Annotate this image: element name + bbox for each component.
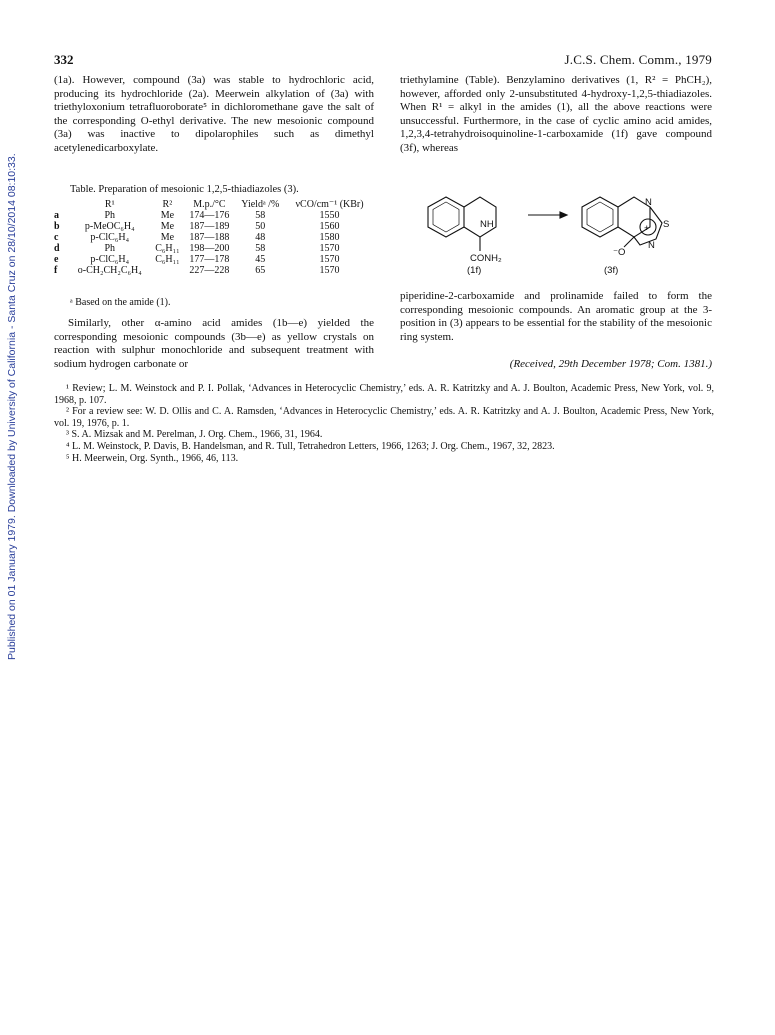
benzene-ring-right: [582, 197, 618, 237]
table-cell-mp: 198—200: [189, 243, 230, 254]
plus-label: +: [644, 223, 650, 234]
table-cell-vco: 1550: [319, 210, 340, 221]
table-header-cell: R¹: [104, 199, 115, 210]
table-cell-id: c: [54, 232, 59, 243]
n-top-label: N: [645, 197, 652, 208]
table-cell-vco: 1570: [319, 243, 340, 254]
table-header-cell: νCO/cm⁻¹ (KBr): [295, 199, 364, 210]
page-number: 332: [54, 52, 74, 67]
table-cell-r1: Ph: [104, 243, 116, 254]
table-footnote: ᵃ Based on the amide (1).: [70, 297, 171, 308]
table-cell-id: e: [54, 254, 59, 265]
journal-header: J.C.S. Chem. Comm., 1979: [564, 52, 712, 67]
table-cell-mp: 174—176: [189, 210, 230, 221]
table-cell-mp: 177—178: [189, 254, 230, 265]
table-row: [54, 254, 374, 265]
arrow-head: [560, 212, 567, 218]
received-date: (Received, 29th December 1978; Com. 1381.): [509, 358, 712, 370]
table-cell-mp: 187—188: [189, 232, 230, 243]
reaction-scheme: [410, 185, 710, 277]
left-paragraph-2: Similarly, other α-amino acid amides (1b—e) yielded the corresponding mesoionic compounds (3b—e) as yellow crystals on reaction with sulphur monochloride and subsequent treatment with sodium hydrogen carbonate or: [54, 317, 374, 370]
table-cell-yield: 65: [255, 265, 266, 276]
table-header-cell: Yieldᵃ /%: [241, 199, 280, 210]
benzene-ring-left: [428, 197, 464, 237]
s-label: S: [663, 219, 670, 230]
label-1f: (1f): [467, 265, 482, 276]
right-column-top: [400, 74, 712, 156]
table-cell-r1: Ph: [104, 210, 116, 221]
table-cell-r2: Me: [160, 210, 175, 221]
table-cell-r1: p-ClC₆H₄: [90, 232, 130, 243]
references: [54, 383, 714, 464]
table-cell-mp: 187—189: [189, 221, 230, 232]
table-cell-vco: 1570: [319, 265, 340, 276]
table-header-cell: [54, 199, 68, 210]
table-cell-mp: 227—228: [189, 265, 230, 276]
table-cell-vco: 1570: [319, 254, 340, 265]
table-caption: Table. Preparation of mesoionic 1,2,5-thiadiazoles (3).: [70, 184, 299, 195]
reference-item: ¹ Review; L. M. Weinstock and P. I. Pollak, ‘Advances in Heterocyclic Chemistry,’ eds. A. R. Katritzky and A. J. Boulton, Academic Press, New York, vol. 9, 1968, p. 107.: [54, 383, 714, 406]
table-cell-id: a: [54, 210, 59, 221]
table-cell-r2: C₆H₁₁: [155, 254, 180, 265]
table-cell-r2: C₆H₁₁: [155, 243, 180, 254]
table-cell-vco: 1560: [319, 221, 340, 232]
table-cell-yield: 58: [255, 243, 266, 254]
right-column-bottom: [400, 290, 712, 344]
oxide-bond: [624, 237, 634, 247]
n-bottom-label: N: [648, 240, 655, 251]
table-header-cell: R²: [162, 199, 173, 210]
table-cell-yield: 48: [255, 232, 266, 243]
table-cell-yield: 45: [255, 254, 266, 265]
piperidine-ring-left: [464, 197, 496, 237]
left-column-bottom: [54, 317, 374, 371]
label-3f: (3f): [604, 265, 619, 276]
table-row: [54, 221, 374, 232]
table-cell-r2: Me: [160, 232, 175, 243]
left-paragraph-1: (1a). However, compound (3a) was stable to hydrochloric acid, producing its hydrochloride (2a). Meerwein alkylation of (3a) with triethyloxonium tetrafluoroborate⁵ in dichloromethane gave the salt of the corresponding O-ethyl derivative. The new mesoionic compound (3a) was inactive to dipolarophiles such as dimethyl acetylenedicarboxylate.: [54, 74, 374, 154]
table-cell-yield: 58: [255, 210, 266, 221]
reference-item: ² For a review see: W. D. Ollis and C. A. Ramsden, ‘Advances in Heterocyclic Chemistry,’ eds. A. R. Katritzky and A. J. Boulton, Academic Press, New York, vol. 19, 1976, p. 1.: [54, 406, 714, 429]
table-header-row: [54, 199, 374, 210]
table-row: [54, 265, 374, 276]
benzene-inner-left: [433, 202, 459, 232]
reference-item: ³ S. A. Mizsak and M. Perelman, J. Org. Chem., 1966, 31, 1964.: [66, 429, 323, 441]
right-paragraph-2: piperidine-2-carboxamide and prolinamide failed to form the corresponding mesoionic compounds. An aromatic group at the 3-position in (3) appears to be essential for the stability of the mesoionic ring system.: [400, 290, 712, 343]
table-cell-r2: [151, 265, 183, 276]
table-row: [54, 210, 374, 221]
table-row: [54, 243, 374, 254]
download-watermark-text: Published on 01 January 1979. Downloaded by University of California - Santa Cruz on 28/10/2014 08:10:33.: [6, 153, 18, 660]
conh2-label: CONH₂: [470, 253, 502, 264]
data-table: [54, 199, 374, 276]
table-cell-r2: Me: [160, 221, 175, 232]
table-cell-r1: p-ClC₆H₄: [90, 254, 130, 265]
reference-item: ⁵ H. Meerwein, Org. Synth., 1966, 46, 113.: [66, 452, 239, 464]
left-column-top: [54, 74, 374, 156]
table-cell-r1: p-MeOC₆H₄: [84, 221, 135, 232]
table-cell-id: f: [54, 265, 58, 276]
table-cell-r1: o-CH₂CH₂C₆H₄: [77, 265, 142, 276]
right-paragraph-1: triethylamine (Table). Benzylamino derivatives (1, R² = PhCH₂), however, afforded only 2-unsubstituted 4-hydroxy-1,2,5-thiadiazoles. When R¹ = alkyl in the amides (1), all the above reactions were unsuccessful. Furthermore, in the case of cyclic amino acid amides, 1,2,3,4-tetrahydroisoquinoline-1-carboxamide (1f) gave compound (3f), whereas: [400, 74, 712, 154]
table-cell-yield: 50: [255, 221, 266, 232]
nh-label: NH: [480, 219, 494, 230]
reference-item: ⁴ L. M. Weinstock, P. Davis, B. Handelsman, and R. Tull, Tetrahedron Letters, 1966, 1263; J. Org. Chem., 1967, 32, 2823.: [66, 440, 555, 452]
table-header-cell: M.p./°C: [193, 199, 226, 210]
table-row: [54, 232, 374, 243]
table-cell-vco: 1580: [319, 232, 340, 243]
download-watermark: [6, 153, 20, 660]
benzene-inner-right: [587, 202, 613, 232]
oxide-label: ⁻O: [613, 247, 626, 258]
table-cell-id: d: [54, 243, 60, 254]
table-cell-id: b: [54, 221, 60, 232]
